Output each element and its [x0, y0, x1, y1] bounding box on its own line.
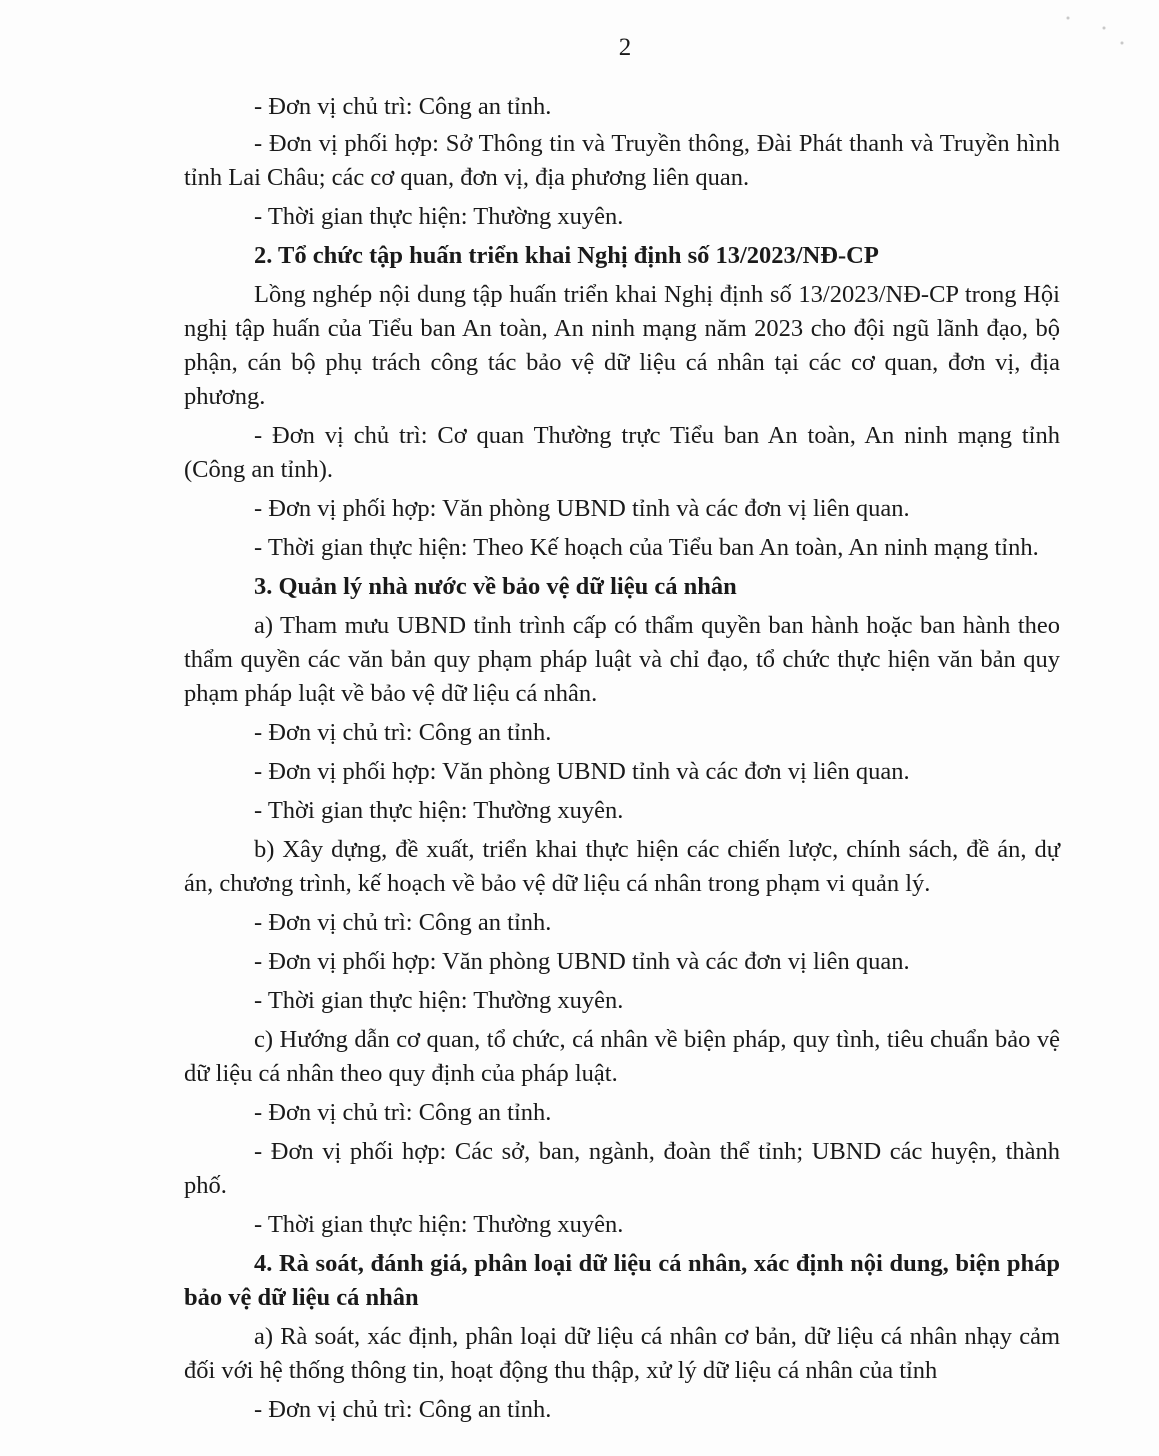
paragraph-lead-unit: - Đơn vị chủ trì: Công an tỉnh.: [254, 909, 552, 936]
document-body: [184, 90, 1060, 1432]
paragraph-lead-unit: - Đơn vị chủ trì: Công an tỉnh.: [254, 1099, 552, 1126]
paragraph-item-b: b) Xây dựng, đề xuất, triển khai thực hiện các chiến lược, chính sách, đề án, dự án, chương trình, kế hoạch về bảo vệ dữ liệu cá nhân trong phạm vi quản lý.: [184, 836, 1060, 897]
page-number: 2: [618, 34, 632, 61]
paragraph-item-a: a) Rà soát, xác định, phân loại dữ liệu cá nhân cơ bản, dữ liệu cá nhân nhạy cảm đối với hệ thống thông tin, hoạt động thu thập, xử lý dữ liệu cá nhân của tỉnh: [184, 1323, 1060, 1384]
paragraph-item-c: c) Hướng dẫn cơ quan, tổ chức, cá nhân về biện pháp, quy tình, tiêu chuẩn bảo vệ dữ liệu cá nhân theo quy định của pháp luật.: [184, 1026, 1060, 1087]
paragraph-timeline: - Thời gian thực hiện: Thường xuyên.: [254, 203, 624, 230]
paragraph-coordinating-unit: - Đơn vị phối hợp: Văn phòng UBND tỉnh và các đơn vị liên quan.: [254, 758, 910, 785]
paragraph-coordinating-unit: - Đơn vị phối hợp: Sở Thông tin và Truyền thông, Đài Phát thanh và Truyền hình tỉnh Lai Châu; các cơ quan, đơn vị, địa phương liên quan.: [184, 130, 1060, 191]
paragraph-timeline: - Thời gian thực hiện: Thường xuyên.: [254, 1211, 624, 1238]
paragraph-timeline: - Thời gian thực hiện: Thường xuyên.: [254, 797, 624, 824]
paragraph-item-a: a) Tham mưu UBND tỉnh trình cấp có thẩm quyền ban hành hoặc ban hành theo thẩm quyền các văn bản quy phạm pháp luật và chỉ đạo, tổ chức thực hiện văn bản quy phạm pháp luật về bảo vệ dữ liệu cá nhân.: [184, 612, 1060, 707]
section-heading-4: 4. Rà soát, đánh giá, phân loại dữ liệu cá nhân, xác định nội dung, biện pháp bảo vệ dữ liệu cá nhân: [184, 1250, 1060, 1311]
paragraph-lead-unit: - Đơn vị chủ trì: Công an tỉnh.: [254, 719, 552, 746]
paragraph-timeline: - Thời gian thực hiện: Thường xuyên.: [254, 987, 624, 1014]
paragraph-lead-unit: - Đơn vị chủ trì: Cơ quan Thường trực Tiểu ban An toàn, An ninh mạng tỉnh (Công an tỉnh).: [184, 422, 1060, 483]
paragraph-coordinating-unit: - Đơn vị phối hợp: Văn phòng UBND tỉnh và các đơn vị liên quan.: [254, 495, 910, 522]
paragraph-coordinating-unit: - Đơn vị phối hợp: Văn phòng UBND tỉnh và các đơn vị liên quan.: [254, 948, 910, 975]
section-heading-3: 3. Quản lý nhà nước về bảo vệ dữ liệu cá nhân: [254, 573, 737, 600]
paragraph-lead-unit: - Đơn vị chủ trì: Công an tỉnh.: [254, 93, 552, 120]
section-heading-2: 2. Tổ chức tập huấn triển khai Nghị định số 13/2023/NĐ-CP: [254, 242, 879, 269]
paragraph-training: Lồng nghép nội dung tập huấn triển khai Nghị định số 13/2023/NĐ-CP trong Hội nghị tập huấn của Tiểu ban An toàn, An ninh mạng năm 2023 cho đội ngũ lãnh đạo, bộ phận, cán bộ phụ trách công tác bảo vệ dữ liệu cá nhân tại các cơ quan, đơn vị, địa phương.: [184, 281, 1060, 410]
paragraph-timeline: - Thời gian thực hiện: Theo Kế hoạch của Tiểu ban An toàn, An ninh mạng tỉnh.: [254, 534, 1039, 561]
paragraph-lead-unit: - Đơn vị chủ trì: Công an tỉnh.: [254, 1396, 552, 1423]
paragraph-coordinating-unit: - Đơn vị phối hợp: Các sở, ban, ngành, đoàn thể tỉnh; UBND các huyện, thành phố.: [184, 1138, 1060, 1199]
